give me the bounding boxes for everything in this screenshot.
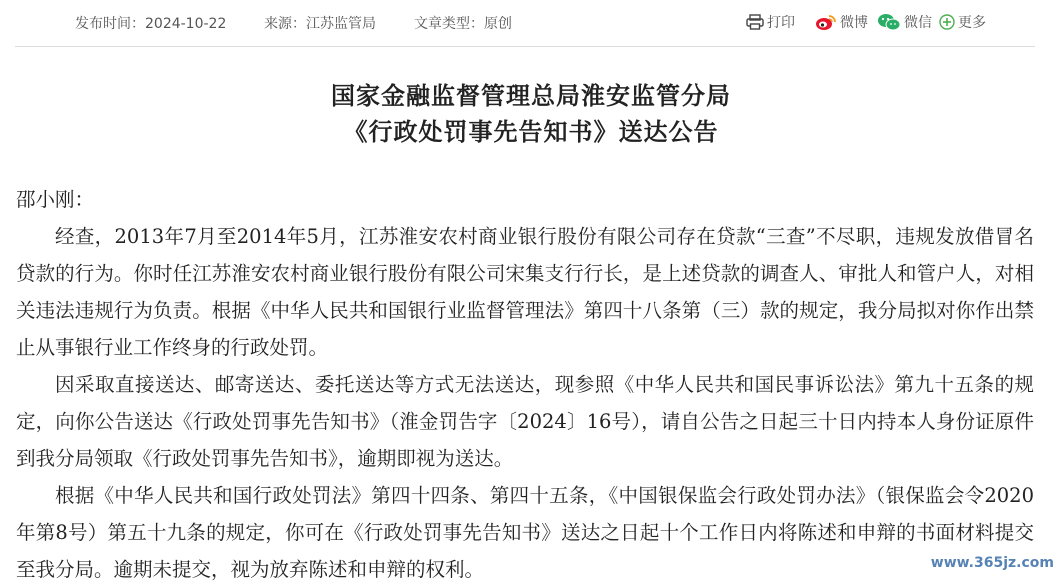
print-button[interactable] — [746, 12, 795, 32]
print-label: 打印 — [767, 15, 795, 31]
printer-icon — [746, 14, 764, 30]
wechat-icon — [877, 13, 901, 31]
site-watermark: www.365jz.com — [930, 555, 1054, 571]
weibo-icon — [815, 13, 837, 31]
paragraph-findings: 经查，2013年7月至2014年5月，江苏淮安农村商业银行股份有限公司存在贷款“三查”不尽职，违规发放借冒名贷款的行为。你时任江苏淮安农村商业银行股份有限公司宋集支行行长，是上述贷款的调查人、审批人和管户人，对相关违法违规行为负责。根据《中华人民共和国银行业监督管理法》第四十八条第（三）款的规定，我分局拟对你作出禁止从事银行业工作终身的行政处罚。 — [16, 225, 1034, 359]
article-meta-bar — [15, 0, 1035, 47]
page-title-line1: 国家金融监督管理总局淮安监管分局 — [331, 82, 731, 110]
paragraph-service-notice: 因采取直接送达、邮寄送达、委托送达等方式无法送达，现参照《中华人民共和国民事诉讼法》第九十五条的规定，向你公告送达《行政处罚事先告知书》（淮金罚告字〔2024〕16号），请自公告之日起三十日内持本人身份证原件到我分局领取《行政处罚事先告知书》，逾期即视为送达。 — [16, 373, 1034, 470]
salutation: 邵小刚： — [16, 188, 95, 211]
page-title-line2: 《行政处罚事先告知书》送达公告 — [343, 118, 719, 146]
publish-time: 发布时间：2024-10-22 — [75, 16, 227, 32]
plus-circle-icon — [939, 14, 955, 30]
wechat-label: 微信 — [904, 15, 932, 31]
article-source: 来源：江苏监管局 — [264, 16, 376, 32]
paragraph-rights: 根据《中华人民共和国行政处罚法》第四十四条、第四十五条，《中国银保监会行政处罚办法》（银保监会令2020年第8号）第五十九条的规定，你可在《行政处罚事先告知书》送达之日起十个工作日内将陈述和申辩的书面材料提交至我分局。逾期未提交，视为放弃陈述和申辩的权利。 — [16, 484, 1034, 581]
more-share-button[interactable] — [939, 12, 986, 32]
more-label: 更多 — [958, 15, 986, 31]
article-type: 文章类型：原创 — [414, 16, 512, 32]
weibo-label: 微博 — [840, 15, 868, 31]
wechat-share-button[interactable] — [877, 12, 932, 32]
weibo-share-button[interactable] — [815, 12, 868, 32]
article-body — [16, 181, 1034, 588]
